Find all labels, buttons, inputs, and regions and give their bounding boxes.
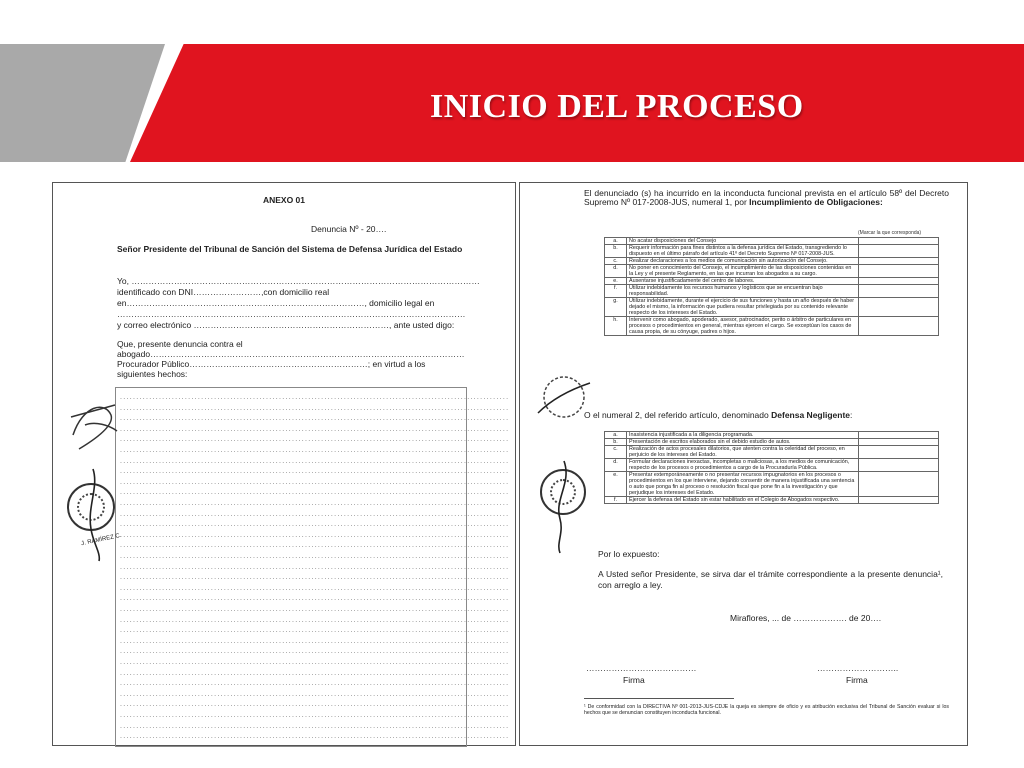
obligation-letter: b. [605, 245, 627, 258]
obligation-row [605, 265, 939, 278]
body-line-1: Yo, …………………………………………………………………………………………………………… [117, 276, 480, 286]
obligation-row [605, 258, 939, 265]
obligation-letter: e. [605, 278, 627, 285]
body-line-5: y correo electrónico ……………………………………………………………, ante usted digo: [117, 320, 455, 330]
body-line-2: identificado con DNI……………………,con domicilio real [117, 287, 330, 297]
date-line: Miraflores, ... de ………………. de 20…. [730, 613, 882, 623]
fact-line: ........................................................................................................................ [120, 637, 510, 645]
fact-line: ........................................................................................................................ [120, 616, 510, 624]
fact-line: ........................................................................................................................ [120, 563, 510, 571]
negligence-row [605, 459, 939, 472]
obligation-row [605, 285, 939, 298]
fact-line: ........................................................................................................................ [120, 457, 510, 465]
fact-line: ........................................................................................................................ [120, 531, 510, 539]
negligence-text: Inasistencia injustificada a la diligencia programada. [627, 432, 859, 439]
obligation-checkbox-cell[interactable] [859, 278, 939, 285]
fact-line: ........................................................................................................................ [120, 680, 510, 688]
fact-line: ........................................................................................................................ [120, 447, 510, 454]
fact-line: ........................................................................................................................ [120, 606, 510, 613]
obligation-row [605, 245, 939, 258]
negligence-checkbox-cell[interactable] [859, 432, 939, 439]
obligation-checkbox-cell[interactable] [859, 245, 939, 258]
obligation-checkbox-cell[interactable] [859, 258, 939, 265]
negligence-row [605, 472, 939, 497]
fact-line: ........................................................................................................................ [120, 553, 510, 560]
negligence-row [605, 439, 939, 446]
fact-line: ........................................................................................................................ [120, 712, 510, 719]
obligation-letter: a. [605, 238, 627, 245]
obligation-row [605, 238, 939, 245]
que-line-1: Que, presente denuncia contra el [117, 339, 243, 349]
que-line-3: Procurador Público………………………………………………………; en virtud a los [117, 359, 426, 369]
obligation-row [605, 298, 939, 317]
negligence-checkbox-cell[interactable] [859, 472, 939, 497]
fact-line: ........................................................................................................................ [120, 542, 510, 550]
facts-box [115, 387, 510, 747]
body-line-4: …………………………………………………………………………………………………………… [117, 309, 466, 319]
fact-line: ........................................................................................................................ [120, 489, 510, 497]
footnote-rule [584, 698, 734, 699]
obligation-text: Ausentarse injustificadamente del centro de labores. [627, 278, 859, 285]
negligence-letter: c. [605, 446, 627, 459]
numeral2-paragraph: O el numeral 2, del referido artículo, denominado Defensa Negligente: [584, 410, 853, 420]
obligation-text: Realizar declaraciones a los medios de comunicación sin autorización del Consejo. [627, 258, 859, 265]
negligence-text: Formular declaraciones inexactas, incompletas o maliciosas, a los medios de comunicación, respecto de los procesos o procedimientos a cargo de la Procuraduría Pública. [627, 459, 859, 472]
fact-line: ........................................................................................................................ [120, 394, 510, 401]
negligence-row [605, 446, 939, 459]
complaint-page [519, 182, 968, 746]
mark-note: (Marcar la que corresponda) [858, 230, 922, 236]
fact-line: ........................................................................................................................ [120, 404, 510, 412]
annex-heading: ANEXO 01 [262, 195, 306, 205]
obligation-text: Utilizar indebidamente los recursos humanos y logísticos que se encuentran bajo responsabilidad. [627, 285, 859, 298]
negligence-text: Ejercer la defensa del Estado sin estar habilitado en el Colegio de Abogados respectivo. [627, 497, 859, 504]
obligation-checkbox-cell[interactable] [859, 298, 939, 317]
fact-line: ........................................................................................................................ [120, 627, 510, 635]
fact-line: ........................................................................................................................ [120, 733, 510, 741]
seal-caption: J. RAMÍREZ C. [80, 532, 123, 548]
obligation-letter: g. [605, 298, 627, 317]
addressee: Señor Presidente del Tribunal de Sanción del Sistema de Defensa Jurídica del Estado [117, 244, 463, 254]
signature-dots-right: ……………………….. [817, 663, 899, 673]
que-line-4: siguientes hechos: [117, 369, 188, 379]
obligation-letter: d. [605, 265, 627, 278]
obligation-letter: h. [605, 317, 627, 336]
numeral2-bold: Defensa Negligente [771, 410, 851, 420]
signature-mark-right [532, 369, 592, 429]
request-paragraph: A Usted señor Presidente, se sirva dar el trámite correspondiente a la presente denuncia¹, con arreglo a ley. [598, 569, 943, 590]
fact-line: ........................................................................................................................ [120, 648, 510, 656]
slide-title: INICIO DEL PROCESO [430, 88, 804, 125]
negligence-checkbox-cell[interactable] [859, 459, 939, 472]
negligence-row [605, 432, 939, 439]
footnote: ¹ De conformidad con la DIRECTIVA Nº 001-2013-JUS-CDJE la queja es siempre de oficio y es atribución exclusiva del Tribunal de Sanción evaluar si los hechos que se denuncian constituyen inconducta funcional. [584, 704, 949, 716]
negligence-checkbox-cell[interactable] [859, 439, 939, 446]
obligations-table [604, 237, 939, 336]
negligence-row [605, 497, 939, 504]
obligation-text: Utilizar indebidamente, durante el ejercicio de sus funciones y hasta un año después de haber dejado el mismo, la información que pudiera resultar privilegiada por su contenido relevante respecto de los intereses del Estado. [627, 298, 859, 317]
negligence-text: Presentación de escritos elaborados sin el debido estudio de autos. [627, 439, 859, 446]
denuncia-number-line: Denuncia Nº - 20…. [311, 224, 387, 234]
firma-left: Firma [623, 675, 645, 685]
fact-line: ........................................................................................................................ [120, 436, 510, 444]
obligation-letter: c. [605, 258, 627, 265]
negligence-checkbox-cell[interactable] [859, 497, 939, 504]
que-line-2: abogado………………………………………………………………………………………………… [117, 349, 465, 359]
fact-line: ........................................................................................................................ [120, 415, 510, 423]
obligation-text: No acatar disposiciones del Consejo [627, 238, 859, 245]
obligation-letter: f. [605, 285, 627, 298]
fact-line: ........................................................................................................................ [120, 510, 510, 518]
fact-line: ........................................................................................................................ [120, 701, 510, 709]
signature-dots-left: ………………………………… [586, 663, 697, 673]
negligence-letter: e. [605, 472, 627, 497]
fact-line: ........................................................................................................................ [120, 584, 510, 592]
obligation-checkbox-cell[interactable] [859, 317, 939, 336]
obligation-checkbox-cell[interactable] [859, 238, 939, 245]
annex-form-page [52, 182, 516, 746]
obligation-checkbox-cell[interactable] [859, 285, 939, 298]
fact-line: ........................................................................................................................ [120, 468, 510, 476]
obligation-checkbox-cell[interactable] [859, 265, 939, 278]
obligation-text: Intervenir como abogado, apoderado, asesor, patrocinador, perito o árbitro de particulares en procesos o procedimientos en general, mientras ejercen el cargo. Se exceptúan los casos de causa propia, de su cónyuge, padres o hijos. [627, 317, 859, 336]
negligence-checkbox-cell[interactable] [859, 446, 939, 459]
negligence-letter: f. [605, 497, 627, 504]
negligence-letter: a. [605, 432, 627, 439]
obligation-row [605, 317, 939, 336]
signature-stroke-right [542, 459, 582, 555]
fact-line: ........................................................................................................................ [120, 659, 510, 666]
fact-line: ........................................................................................................................ [120, 500, 510, 507]
signature-mark [65, 395, 125, 457]
negligence-table [604, 431, 939, 504]
fact-line: ........................................................................................................................ [120, 478, 510, 486]
obligation-text: Requerir información para fines distintos a la defensa jurídica del Estado, transgrediendo lo dispuesto en el último párrafo del artículo 41º del Decreto Supremo Nº 017-2008-JUS. [627, 245, 859, 258]
intro-bold: Incumplimiento de Obligaciones: [749, 197, 883, 207]
negligence-letter: d. [605, 459, 627, 472]
signature-stroke [73, 467, 113, 563]
obligation-text: No poner en conocimiento del Consejo, el incumplimiento de las disposiciones contenidas en la Ley y el presente Reglamento, en las que incurran los abogados a su cargo. [627, 265, 859, 278]
fact-line: ........................................................................................................................ [120, 521, 510, 529]
fact-line: ........................................................................................................................ [120, 669, 510, 677]
negligence-letter: b. [605, 439, 627, 446]
por-lo-expuesto: Por lo expuesto: [598, 549, 660, 559]
fact-line: ........................................................................................................................ [120, 595, 510, 603]
obligation-row [605, 278, 939, 285]
fact-line: ........................................................................................................................ [120, 690, 510, 698]
fact-line: ........................................................................................................................ [120, 574, 510, 582]
fact-line: ........................................................................................................................ [120, 722, 510, 730]
firma-right: Firma [846, 675, 868, 685]
intro-paragraph: El denunciado (s) ha incurrido en la inconducta funcional prevista en el artículo 58º del Decreto Supremo Nº 017-2008-JUS, numeral 1, por Incumplimiento de Obligaciones: [584, 188, 949, 207]
body-line-3: en…………………………………………………………………………, domicilio legal en [117, 298, 435, 308]
negligence-text: Presentar extemporáneamente o no presentar recursos impugnatorios en los procesos o procedimientos en los que interviene, dejando consentir de manera injustificada una sentencia o auto que ponga fin al proceso o resolución fiscal que pone fin a la investigación y que perjudique los intereses del Estado. [627, 472, 859, 497]
negligence-text: Realización de actos procesales dilatorios, que atenten contra la celeridad del proceso, en perjuicio de los intereses del Estado. [627, 446, 859, 459]
fact-line: ........................................................................................................................ [120, 425, 510, 433]
